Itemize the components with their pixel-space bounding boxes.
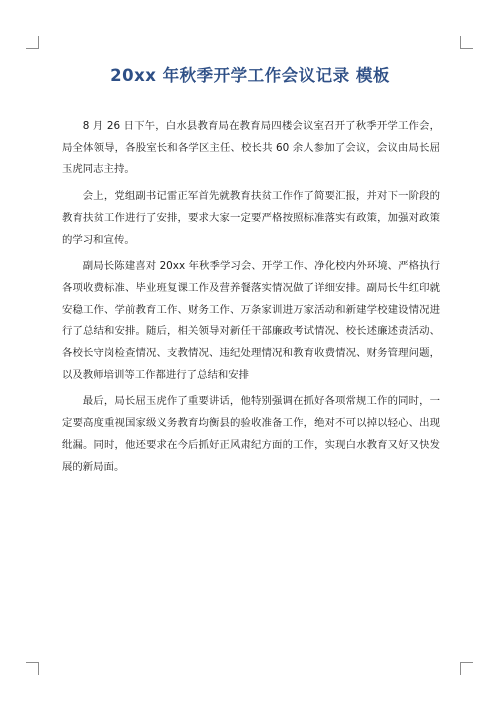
document-title: 20xx 年秋季开学工作会议记录 模板 xyxy=(110,66,390,85)
document-body xyxy=(62,116,440,483)
paragraph-2: 会上，党组副书记雷正军首先就教育扶贫工作作了简要汇报，并对下一阶段的教育扶贫工作进行了安排，要求大家一定要严格按照标准落实有政策，加强对政策的学习和宣传。 xyxy=(62,190,440,246)
paragraph-4: 最后，局长屈玉虎作了重要讲话，他特别强调在抓好各项常规工作的同时，一定要高度重视国家级义务教育均衡县的验收准备工作，绝对不可以掉以轻心、出现纰漏。同时，他还要求在今后抓好正风肃纪方面的工作，实现白水教育又好又快发展的新局面。 xyxy=(62,395,440,473)
crop-mark-top-right xyxy=(460,36,473,49)
crop-mark-bottom-right xyxy=(460,662,473,675)
paragraph-3: 副局长陈建喜对 20xx 年秋季学习会、开学工作、净化校内外环境、严格执行各项收费标准、毕业班复课工作及营养餐落实情况做了详细安排。副局长牛红印就安稳工作、学前教育工作、财务工作、万条家训进万家活动和新建学校建设情况进行了总结和安排。随后，相关领导对新任干部廉政考试情况、校长述廉述责活动、各校长守岗检查情况、支教情况、违纪处理情况和教育收费情况、财务管理问题，以及教师培训等工作都进行了总结和安排 xyxy=(62,260,440,381)
crop-mark-top-left xyxy=(26,36,39,49)
paragraph-1: 8 月 26 日下午，白水县教育局在教育局四楼会议室召开了秋季开学工作会，局全体领导，各股室长和各学区主任、校长共 60 余人参加了会议，会议由局长屈玉虎同志主持。 xyxy=(62,120,440,176)
crop-mark-bottom-left xyxy=(26,662,39,675)
